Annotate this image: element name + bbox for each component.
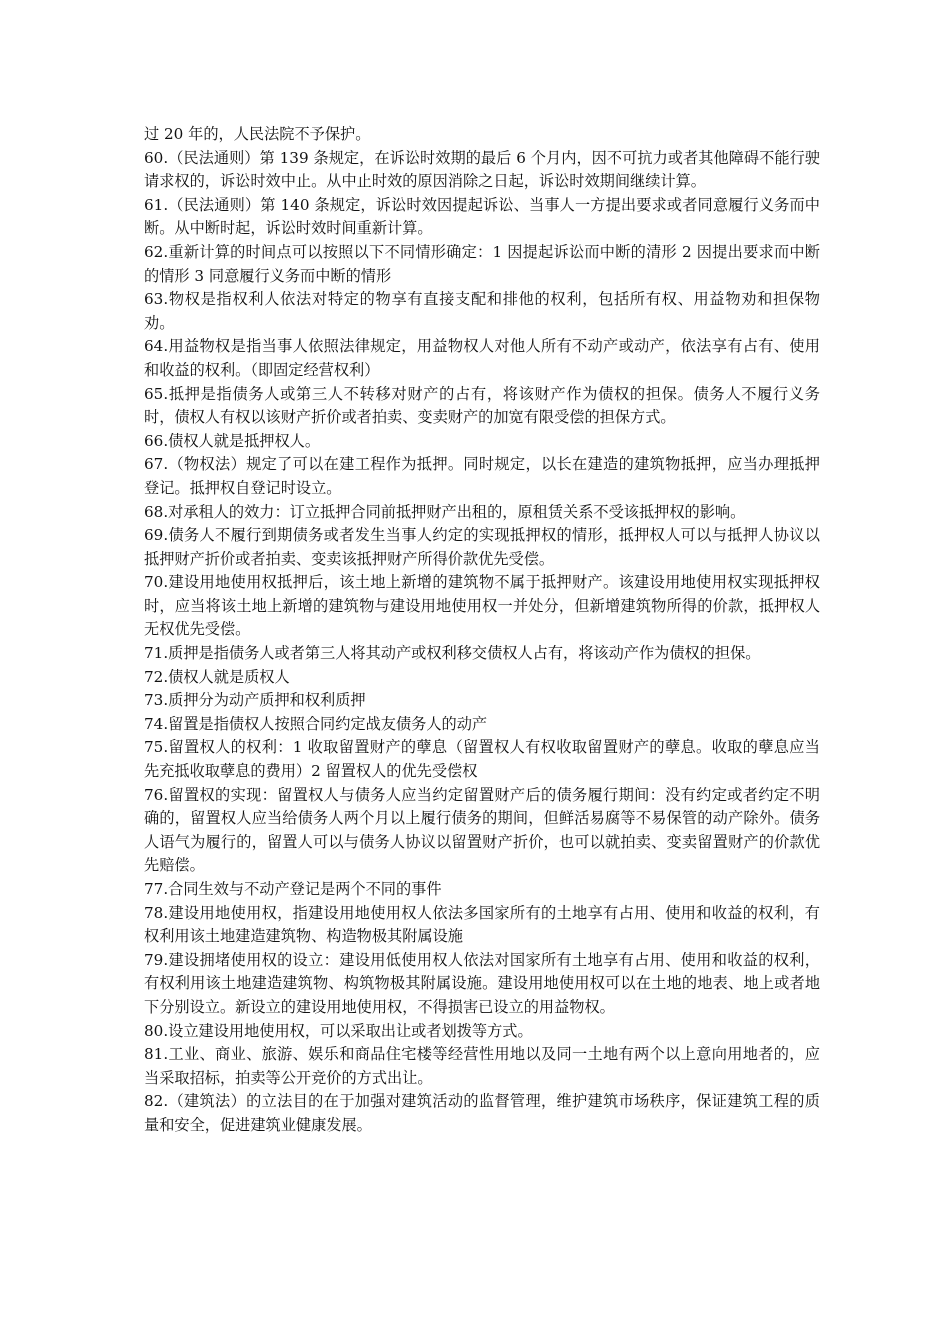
paragraph: 69.债务人不履行到期债务或者发生当事人约定的实现抵押权的情形，抵押权人可以与抵押人协议以抵押财产折价或者拍卖、变卖该抵押财产所得价款优先受偿。 (144, 526, 820, 568)
paragraph: 68.对承租人的效力：订立抵押合同前抵押财产出租的，原租赁关系不受该抵押权的影响。 (144, 502, 746, 521)
paragraph: 76.留置权的实现：留置权人与债务人应当约定留置财产后的债务履行期间：没有约定或者约定不明确的，留置权人应当给债务人两个月以上履行债务的期间，但鲜活易腐等不易保管的动产除外。债务人语气为履行的，留置人可以与债务人协议以留置财产折价，也可以就拍卖、变卖留置财产的价款优先赔偿。 (144, 785, 820, 875)
paragraph: 78.建设用地使用权，指建设用地使用权人依法多国家所有的土地享有占用、使用和收益的权利，有权利用该土地建造建筑物、构造物极其附属设施 (144, 903, 820, 946)
paragraph: 80.设立建设用地使用权，可以采取出让或者划拨等方式。 (144, 1021, 533, 1040)
paragraph: 65.抵押是指债务人或第三人不转移对财产的占有，将该财产作为债权的担保。债务人不履行义务时，债权人有权以该财产折价或者拍卖、变卖财产的加宽有限受偿的担保方式。 (144, 384, 820, 427)
paragraph: 61.（民法通则）第 140 条规定，诉讼时效因提起诉讼、当事人一方提出要求或者同意履行义务而中断。从中断时起，诉讼时效时间重新计算。 (144, 195, 820, 238)
paragraph: 72.债权人就是质权人 (144, 667, 290, 686)
paragraph: 66.债权人就是抵押权人。 (144, 431, 321, 450)
paragraph: 71.质押是指债务人或者第三人将其动产或权利移交债权人占有，将该动产作为债权的担保。 (144, 644, 761, 663)
document-page (144, 123, 820, 1138)
paragraph: 77.合同生效与不动产登记是两个不同的事件 (144, 880, 442, 898)
paragraph: 73.质押分为动产质押和权利质押 (144, 691, 366, 710)
paragraph: 67.（物权法）规定了可以在建工程作为抵押。同时规定，以长在建造的建筑物抵押，应当办理抵押登记。抵押权自登记时设立。 (144, 455, 820, 497)
paragraph: 70.建设用地使用权抵押后，该土地上新增的建筑物不属于抵押财产。该建设用地使用权实现抵押权时，应当将该土地上新增的建筑物与建设用地使用权一并处分，但新增建筑物所得的价款，抵押权人无权优先受偿。 (144, 573, 820, 639)
paragraph: 过 20 年的，人民法院不予保护。 (144, 125, 371, 143)
paragraph: 60.（民法通则）第 139 条规定，在诉讼时效期的最后 6 个月内，因不可抗力或者其他障碍不能行驶请求权的，诉讼时效中止。从中止时效的原因消除之日起，诉讼时效期间继续计算。 (144, 148, 820, 191)
paragraph: 79.建设拥堵使用权的设立：建设用低使用权人依法对国家所有土地享有占用、使用和收益的权利，有权利用该土地建造建筑物、构筑物极其附属设施。建设用地使用权可以在土地的地表、地上或者地下分别设立。新设立的建设用地使用权，不得损害已设立的用益物权。 (144, 950, 820, 1016)
paragraph: 64.用益物权是指当事人依照法律规定，用益物权人对他人所有不动产或动产，依法享有占有、使用和收益的权利。（即固定经营权利） (144, 337, 820, 379)
paragraph: 63.物权是指权利人依法对特定的物享有直接支配和排他的权利，包括所有权、用益物劝和担保物劝。 (144, 290, 820, 332)
paragraph: 82.（建筑法）的立法目的在于加强对建筑活动的监督管理，维护建筑市场秩序，保证建筑工程的质量和安全，促进建筑业健康发展。 (144, 1092, 820, 1134)
paragraph: 74.留置是指债权人按照合同约定战友债务人的动产 (144, 714, 488, 733)
paragraph: 81.工业、商业、旅游、娱乐和商品住宅楼等经营性用地以及同一土地有两个以上意向用地者的，应当采取招标，拍卖等公开竞价的方式出让。 (144, 1045, 820, 1087)
paragraph: 75.留置权人的权利：1 收取留置财产的孽息（留置权人有权收取留置财产的孽息。收取的孽息应当先充抵收取孽息的费用）2 留置权人的优先受偿权 (144, 738, 820, 781)
paragraph: 62.重新计算的时间点可以按照以下不同情形确定：1 因提起诉讼而中断的清形 2 因提出要求而中断的情形 3 同意履行义务而中断的情形 (144, 242, 820, 285)
